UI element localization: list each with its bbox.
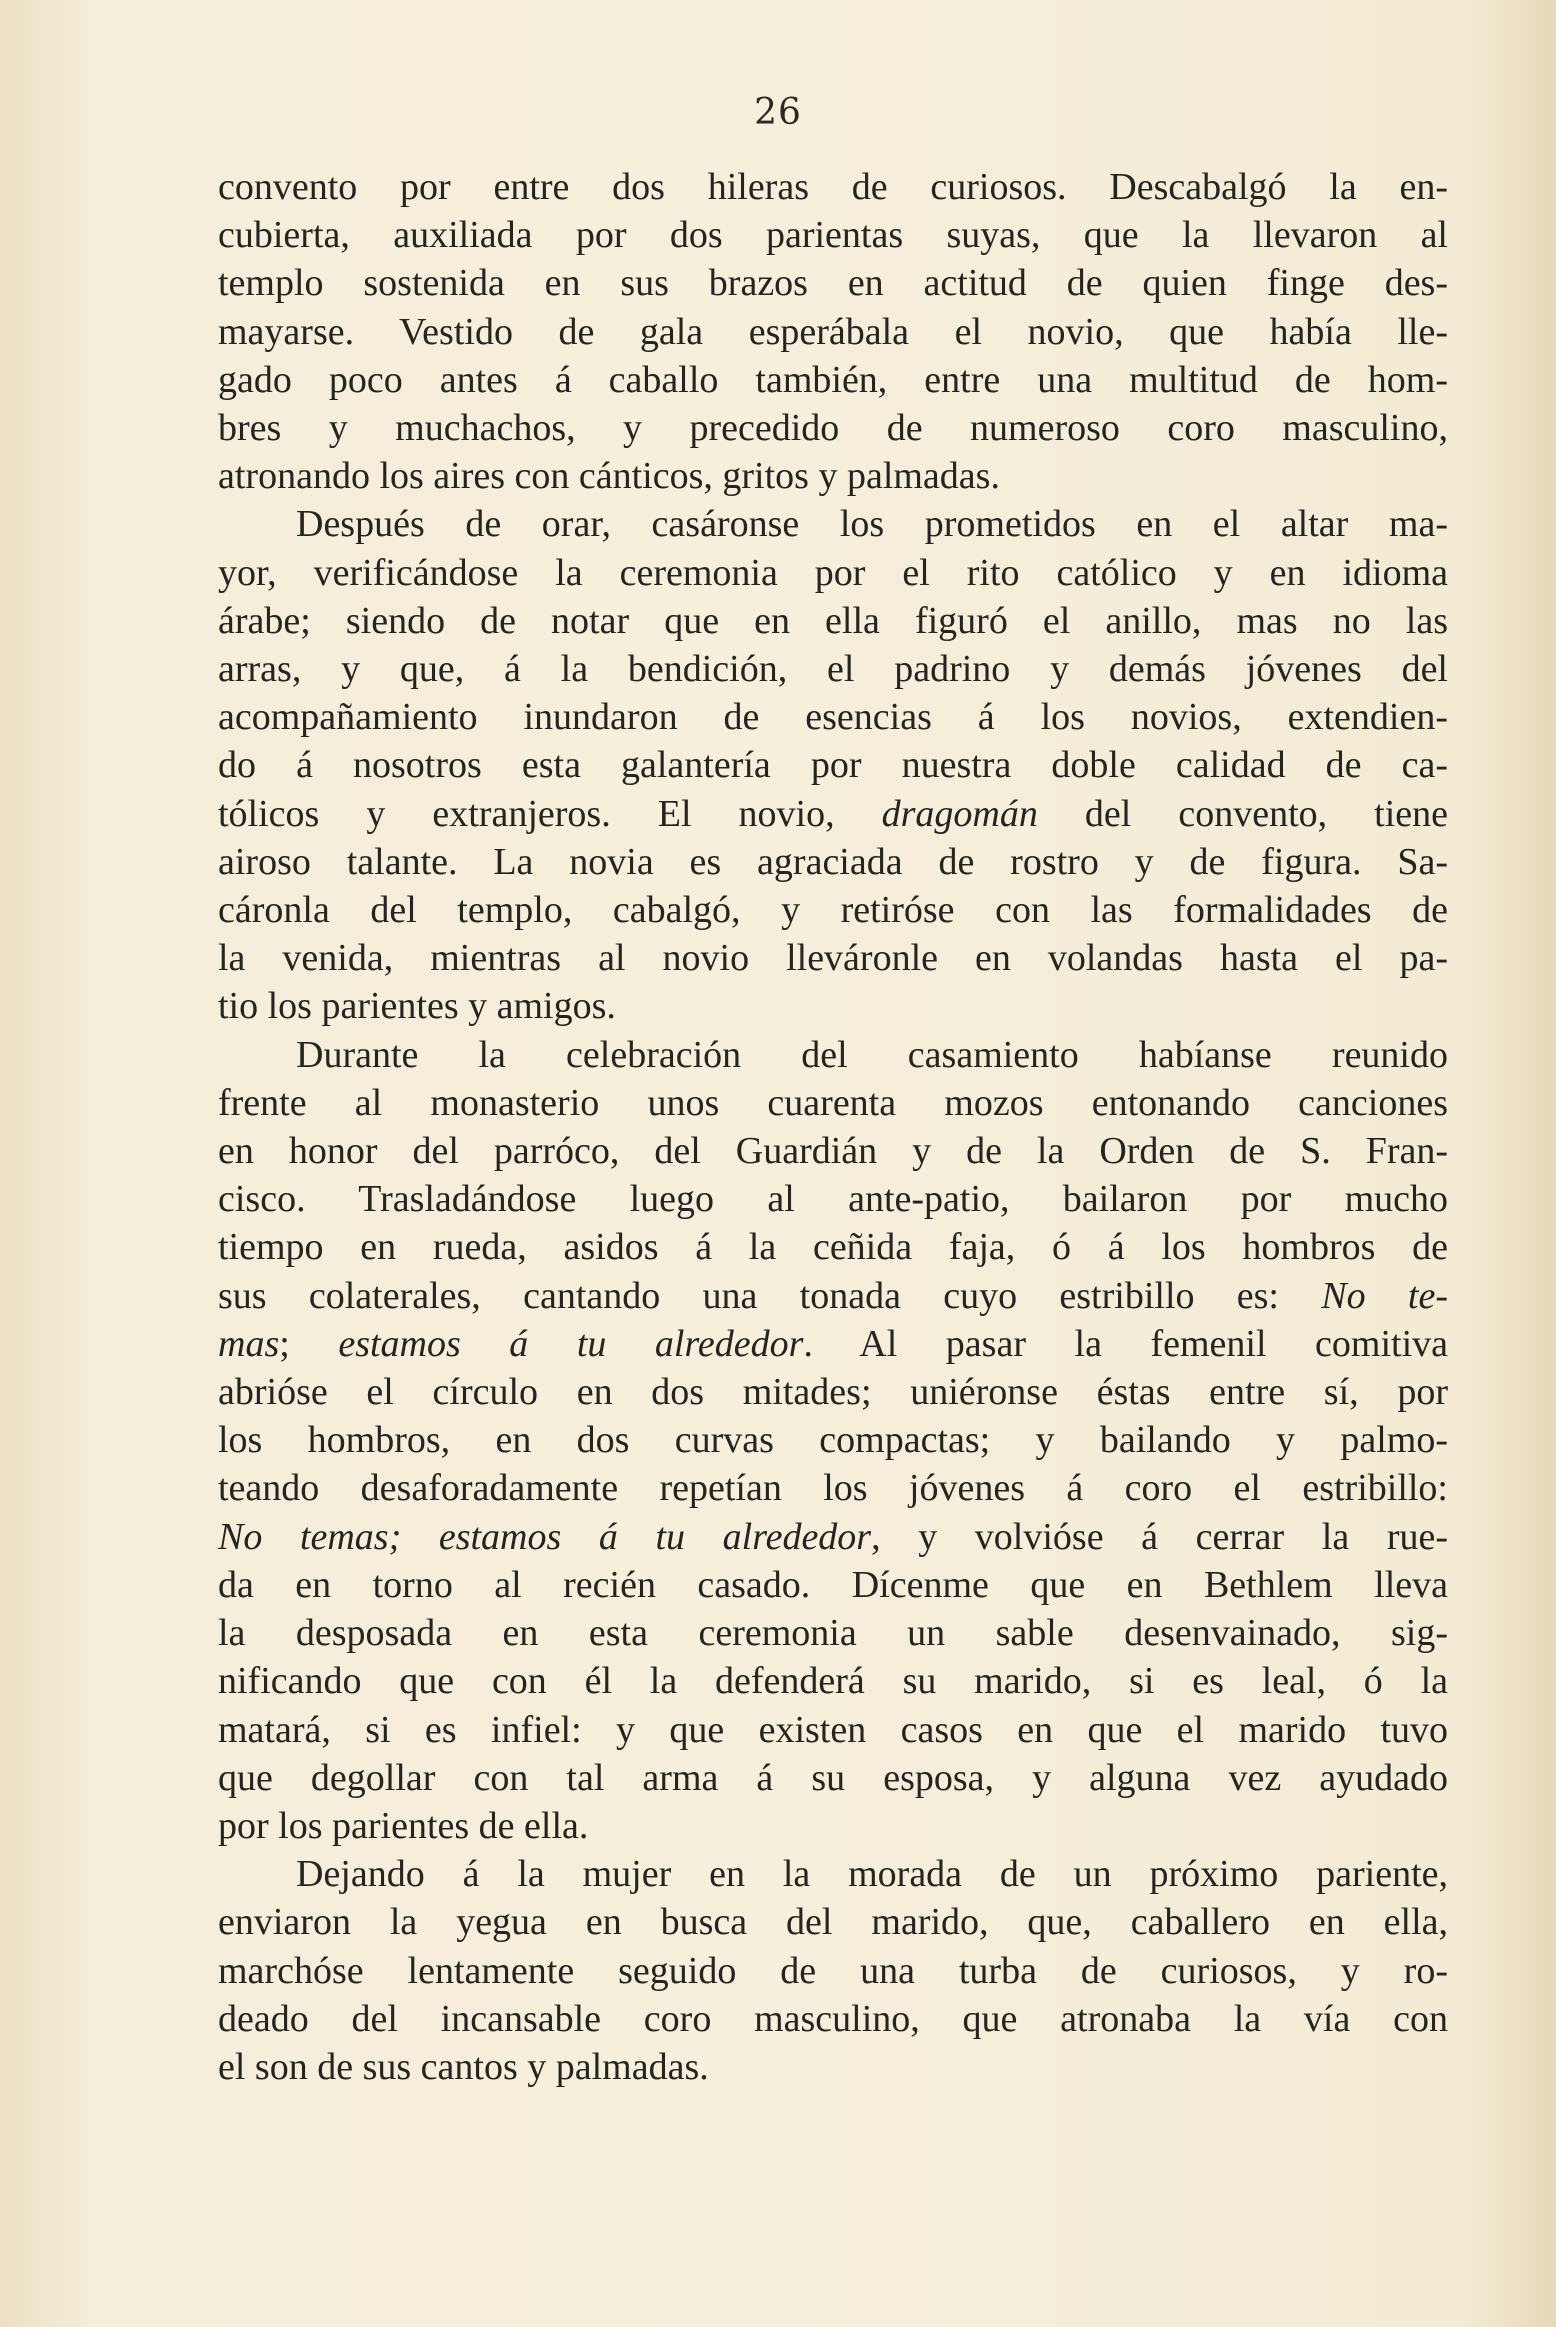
text-line xyxy=(218,1609,1448,1657)
text-run: atronando los aires con cánticos, gritos y palmadas. xyxy=(218,455,1000,498)
text-line xyxy=(218,838,1448,886)
text-line xyxy=(218,934,1448,982)
text-run: bres y muchachos, y precedido de numeroso coro masculino, xyxy=(218,407,1448,450)
text-run: por los parientes de ella. xyxy=(218,1804,589,1847)
text-run: tio los parientes y amigos. xyxy=(218,985,616,1028)
text-run: los hombros, en dos curvas compactas; y bailando y palmo- xyxy=(218,1419,1448,1462)
text-line xyxy=(218,1898,1448,1946)
text-run: , y volvióse á cerrar la rue- xyxy=(871,1515,1448,1558)
italic-text: No temas; estamos á tu alrededor xyxy=(218,1515,872,1558)
text-run: que degollar con tal arma á su esposa, y alguna vez ayudado xyxy=(218,1756,1448,1799)
text-run: marchóse lentamente seguido de una turba de curiosos, y ro- xyxy=(218,1949,1448,1992)
text-run: da en torno al recién casado. Dícenme que en Bethlem lleva xyxy=(218,1563,1448,1606)
text-run: templo sostenida en sus brazos en actitud de quien finge des- xyxy=(218,262,1448,305)
text-line xyxy=(218,1706,1448,1754)
paragraph xyxy=(218,1031,1448,1850)
text-run: cisco. Trasladándose luego al ante-patio, bailaron por mucho xyxy=(218,1178,1448,1221)
text-run: matará, si es infiel: y que existen casos en que el marido tuvo xyxy=(218,1708,1448,1751)
text-line xyxy=(218,1464,1448,1512)
text-line xyxy=(218,2043,1448,2091)
text-run: do á nosotros esta galantería por nuestra doble calidad de ca- xyxy=(218,744,1448,787)
text-run: deado del incansable coro masculino, que atronaba la vía con xyxy=(218,1997,1448,2040)
text-run: Después de orar, casáronse los prometidos en el altar ma- xyxy=(296,503,1448,546)
text-run: enviaron la yegua en busca del marido, que, caballero en ella, xyxy=(218,1901,1448,1944)
text-line xyxy=(218,163,1448,211)
text-run: tiempo en rueda, asidos á la ceñida faja, ó á los hombros de xyxy=(218,1226,1448,1269)
text-run: nificando que con él la defenderá su marido, si es leal, ó la xyxy=(218,1660,1448,1703)
text-run: cubierta, auxiliada por dos parientas suyas, que la llevaron al xyxy=(218,214,1448,257)
text-run: árabe; siendo de notar que en ella figuró el anillo, mas no las xyxy=(218,599,1448,642)
text-line xyxy=(218,549,1448,597)
text-line xyxy=(218,1657,1448,1705)
italic-text: No te- xyxy=(1321,1274,1448,1317)
text-line xyxy=(218,404,1448,452)
text-line xyxy=(218,211,1448,259)
text-run: ; xyxy=(279,1322,339,1365)
text-line xyxy=(218,1175,1448,1223)
text-line xyxy=(218,500,1448,548)
text-line xyxy=(218,1223,1448,1271)
page-number: 26 xyxy=(754,92,802,133)
text-run: gado poco antes á caballo también, entre una multitud de hom- xyxy=(218,358,1448,401)
text-run: en honor del parróco, del Guardián y de la Orden de S. Fran- xyxy=(218,1130,1448,1173)
text-run: la desposada en esta ceremonia un sable desenvainado, sig- xyxy=(218,1612,1448,1655)
text-run: . Al pasar la femenil comitiva xyxy=(803,1322,1448,1365)
text-run: Dejando á la mujer en la morada de un próximo pariente, xyxy=(296,1853,1448,1896)
text-line xyxy=(218,1416,1448,1464)
text-line xyxy=(218,1947,1448,1995)
text-run: tólicos y extranjeros. El novio, xyxy=(218,792,882,835)
text-run: sus colaterales, cantando una tonada cuyo estribillo es: xyxy=(218,1274,1322,1317)
text-run: arras, y que, á la bendición, el padrino y demás jóvenes del xyxy=(218,648,1448,691)
text-line xyxy=(218,356,1448,404)
text-line xyxy=(218,645,1448,693)
text-line xyxy=(218,308,1448,356)
text-line xyxy=(218,693,1448,741)
text-run: mayarse. Vestido de gala esperábala el novio, que había lle- xyxy=(218,310,1448,353)
text-run: convento por entre dos hileras de curiosos. Descabalgó la en- xyxy=(218,166,1448,208)
text-line xyxy=(218,1272,1448,1320)
text-line xyxy=(218,597,1448,645)
italic-text: mas xyxy=(218,1322,280,1365)
text-line xyxy=(218,1754,1448,1802)
text-run: cáronla del templo, cabalgó, y retiróse con las formalidades de xyxy=(218,889,1448,932)
paragraph xyxy=(218,1850,1448,2091)
text-line xyxy=(218,982,1448,1030)
text-run: frente al monasterio unos cuarenta mozos entonando canciones xyxy=(218,1081,1448,1124)
text-run: teando desaforadamente repetían los jóvenes á coro el estribillo: xyxy=(218,1467,1448,1510)
body-text xyxy=(218,163,1448,2091)
paragraph xyxy=(218,500,1448,1030)
text-line xyxy=(218,1802,1448,1850)
text-run: Durante la celebración del casamiento habíanse reunido xyxy=(296,1033,1448,1076)
text-run: del convento, tiene xyxy=(1037,792,1449,835)
text-line xyxy=(218,886,1448,934)
text-run: el son de sus cantos y palmadas. xyxy=(218,2045,709,2088)
text-line xyxy=(218,1031,1448,1079)
text-run: yor, verificándose la ceremonia por el rito católico y en idioma xyxy=(218,551,1448,594)
text-line xyxy=(218,1127,1448,1175)
text-run: abrióse el círculo en dos mitades; uniéronse éstas entre sí, por xyxy=(218,1371,1448,1414)
paragraph xyxy=(218,163,1448,500)
text-line xyxy=(218,1368,1448,1416)
text-line xyxy=(218,1513,1448,1561)
text-line xyxy=(218,259,1448,307)
text-line xyxy=(218,741,1448,789)
text-line xyxy=(218,1850,1448,1898)
italic-text: estamos á tu alrededor xyxy=(338,1322,804,1365)
text-run: airoso talante. La novia es agraciada de rostro y de figura. Sa- xyxy=(218,840,1448,883)
text-line xyxy=(218,1995,1448,2043)
text-run: la venida, mientras al novio lleváronle en volandas hasta el pa- xyxy=(218,937,1448,980)
text-run: acompañamiento inundaron de esencias á los novios, extendien- xyxy=(218,696,1448,739)
text-line xyxy=(218,1320,1448,1368)
italic-text: dragomán xyxy=(881,792,1038,835)
text-line xyxy=(218,1079,1448,1127)
text-line xyxy=(218,790,1448,838)
text-line xyxy=(218,452,1448,500)
text-line xyxy=(218,1561,1448,1609)
